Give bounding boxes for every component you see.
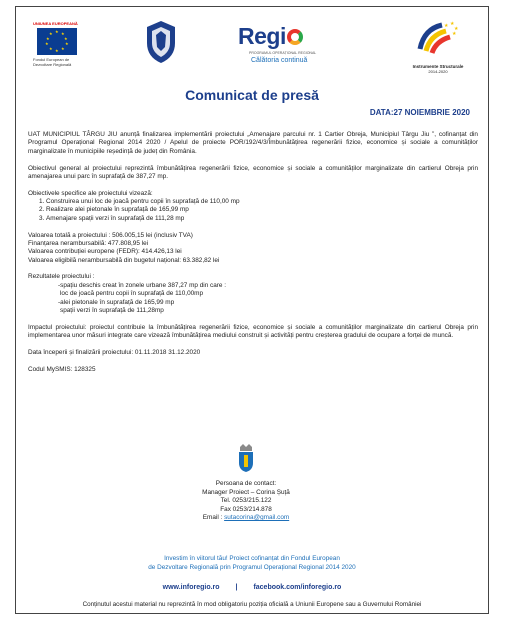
list-item (28, 206, 478, 214)
contact-tel: Tel. 0253/215.122 (220, 497, 272, 505)
list-text: Amenajare spații verzi în suprafață de 111,28 mp (46, 214, 185, 222)
result-item: -spațiu deschis creat în zonele urbane 387,27 mp din care : (58, 281, 227, 289)
regio-subtitle: PROGRAMUL OPERAȚIONAL REGIONAL (249, 51, 317, 55)
structural-instruments-icon (416, 19, 460, 57)
result-item: -alei pietonale în suprafață de 165,99 mp (58, 298, 175, 306)
result-item: loc de joacă pentru copii în suprafață de 110,00mp (60, 290, 204, 298)
regio-tagline: Călătoria continuă (251, 57, 308, 64)
contact-email-line (166, 514, 326, 522)
regio-wordmark: Regi (238, 23, 286, 49)
eu-caption-top: UNIUNEA EUROPEANĂ (33, 21, 78, 26)
instr-years: 2014-2020 (428, 69, 448, 74)
intro-paragraph: UAT MUNICIPIUL TÂRGU JIU anunță finalizarea implementării proiectului „Amenajare parcului nr. 1 Cartier Obreja, Municipiul Târgu Jiu ”, cofinanțat din Programul Operațional Regional 2014 2020 / Apelul de proiecte POR/192/4/3/Îmbunătățirea regenerării fizice, economice și sociale a comunităților marginalizate în municipiile reședință de județ din România. (28, 131, 478, 155)
link-separator: | (235, 584, 238, 591)
results-title: Rezultatele proiectului : (28, 273, 95, 281)
email-link[interactable]: sutacorina@gmail.com (224, 514, 290, 522)
footer-links (16, 584, 488, 591)
regio-logo (238, 23, 344, 69)
list-item (28, 215, 478, 223)
project-dates: Data începerii și finalizării proiectului: 01.11.2018 31.12.2020 (28, 348, 201, 356)
release-body (28, 131, 478, 374)
svg-text:★: ★ (450, 21, 455, 27)
release-date: DATA:27 NOIEMBRIE 2020 (369, 108, 470, 117)
eu-flag-icon: ★ ★ ★ ★ ★ ★ ★ ★ ★ ★ (37, 28, 77, 55)
eu-caption-bottom (33, 57, 89, 67)
structural-instruments-logo (403, 19, 473, 77)
svg-text:★: ★ (444, 23, 449, 29)
logo-bar (16, 15, 488, 75)
list-item (28, 198, 478, 206)
footer-note-line-2: de Dezvoltare Regională prin Programul Operațional Regional 2014 2020 (148, 563, 356, 571)
impact-paragraph: Impactul proiectului: proiectul contribuie la îmbunătățirea regenerării fizice, economice și sociale a comunităților marginalizate din cartierul Obreja prin implementarea unor măsuri integrate care vizează îmbunătățirea mediului construit și activități pentru creșterea gradului de ocupare a forței de muncă. (28, 323, 478, 340)
regio-o-icon (287, 29, 303, 45)
facebook-link[interactable]: facebook.com/inforegio.ro (253, 584, 342, 591)
general-objective: Obiectivul general al proiectului reprezintă îmbunătățirea regenerării fizice, economice și sociale a comunităților marginalizate din cartierul Obreja prin amenajarea unui parc în suprafață de 387,27 mp. (28, 164, 478, 180)
list-number: 3. (39, 214, 45, 222)
contact-name: Manager Proiect – Corina Șuță (202, 488, 290, 496)
contact-block (166, 443, 326, 522)
result-item: spații verzi în suprafață de 111,28mp (60, 307, 164, 315)
list-text: Construirea unui loc de joacă pentru copii în suprafață de 110,00 mp (46, 198, 240, 206)
list-number: 1. (39, 198, 45, 206)
value-european: Valoarea contribuției europene (FEDR): 414.426,13 lei (28, 248, 182, 256)
list-text: Realizare alei pietonale în suprafață de 165,99 mp (46, 206, 189, 214)
list-number: 2. (39, 206, 45, 214)
footer-note (16, 555, 488, 572)
disclaimer: Conținutul acestui material nu reprezintă în mod obligatoriu poziția oficială a Uniunii Europene sau a Guvernului României (82, 601, 422, 608)
value-nonrefundable: Finanțarea nerambursabilă: 477.808,95 lei (28, 239, 149, 247)
specific-objectives-title: Obiectivele specifice ale proiectului vizează: (28, 189, 153, 197)
eu-logo (33, 21, 89, 67)
contact-title: Persoana de contact: (215, 480, 277, 488)
eu-caption-line-1: Fondul European de (33, 57, 70, 62)
contact-fax: Fax 0253/214.878 (220, 505, 272, 513)
svg-text:★: ★ (452, 31, 457, 37)
inforegio-link[interactable]: www.inforegio.ro (162, 584, 220, 591)
smis-code: Codul MySMIS: 128325 (28, 365, 96, 373)
press-release-page (15, 6, 489, 614)
specific-objectives-list (28, 198, 478, 223)
svg-text:★: ★ (454, 26, 459, 32)
footer-note-line-1: Investim în viitorul tău! Proiect cofinanțat din Fondul European (164, 555, 340, 562)
value-total: Valoarea totală a proiectului : 506.005,15 lei (inclusiv TVA) (28, 231, 193, 239)
city-crest-icon (236, 443, 256, 473)
instr-caption: Instrumente Structurale (412, 64, 464, 69)
page-title: Comunicat de presă (185, 87, 319, 103)
government-crest-icon (143, 19, 179, 65)
eu-caption-line-2: Dezvoltare Regională (33, 62, 72, 67)
email-label: Email : (202, 514, 225, 522)
value-national: Valoarea eligibilă nerambursabilă din bugetul național: 63.382,82 lei (28, 256, 220, 264)
